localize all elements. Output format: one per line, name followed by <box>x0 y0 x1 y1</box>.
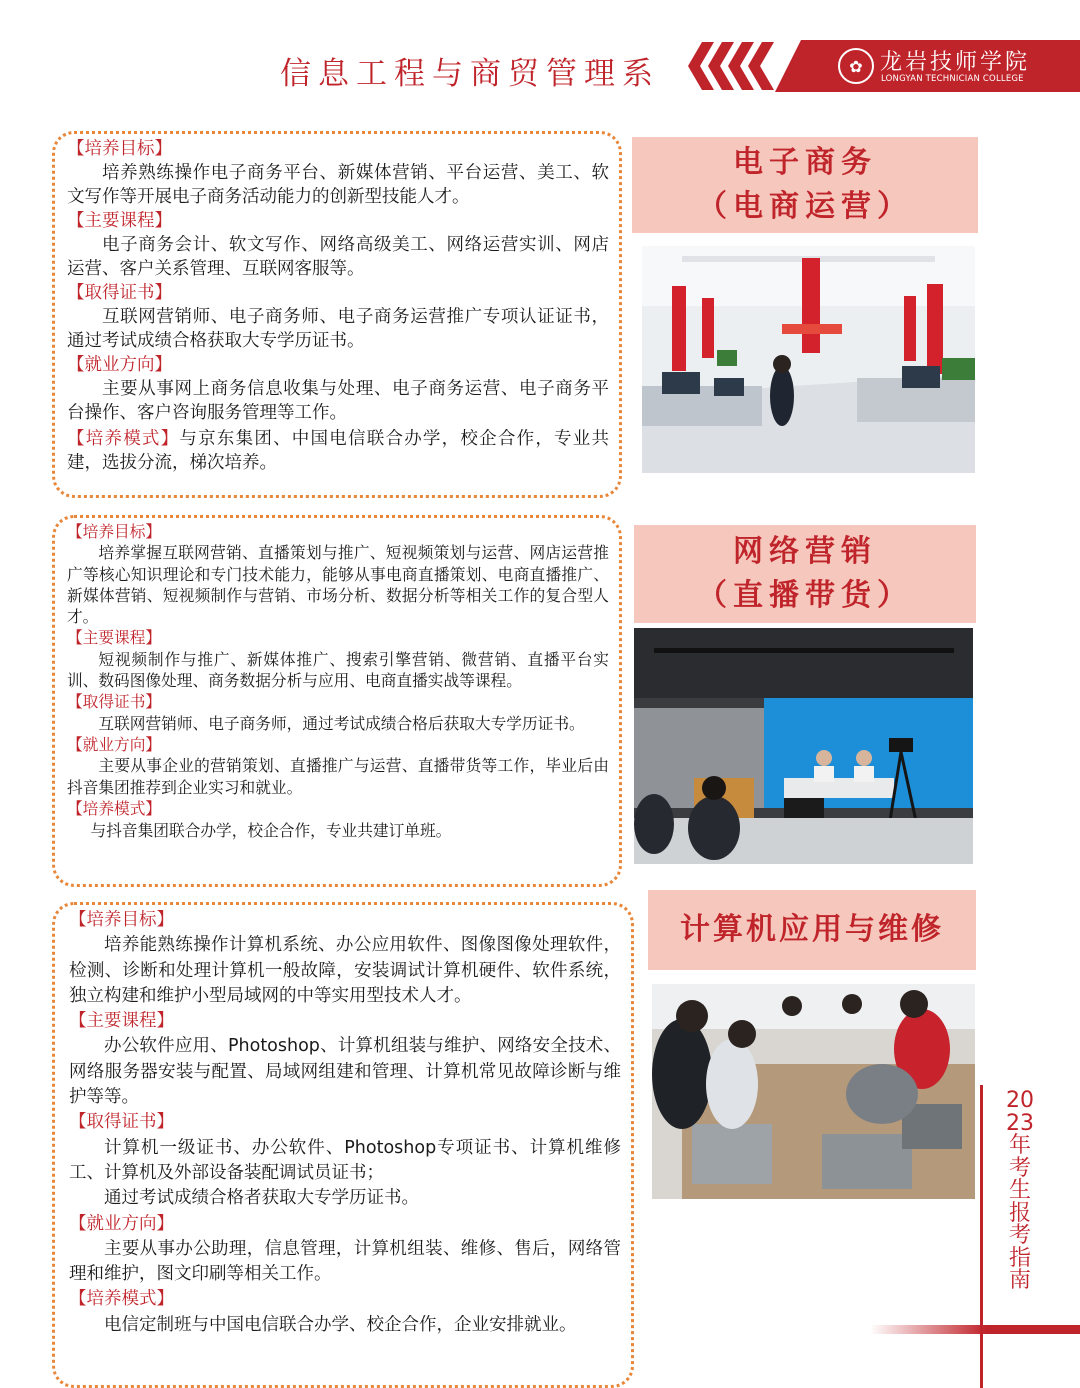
section-text: 培养能熟练操作计算机系统、办公应用软件、图像图像处理软件，检测、诊断和处理计算机一般故障，安装调试计算机硬件、软件系统，独立构建和维护小型局域网的中等实用型技术人才。 <box>69 935 621 1006</box>
section-title: 【培养目标】 <box>67 522 162 541</box>
major-info-box-computer <box>52 902 634 1388</box>
photo-livestream-studio <box>634 628 973 864</box>
college-name-cn: 龙岩技师学院 <box>880 50 1031 75</box>
section-text: 主要从事办公助理，信息管理，计算机组装、维修、售后，网络管理和维护，图文印刷等相关工作。 <box>69 1238 621 1285</box>
college-logo-icon: ✿ <box>838 48 874 84</box>
major-title-line: 网络营销 <box>733 534 877 569</box>
section-title: 【主要课程】 <box>69 1011 174 1032</box>
section-text: 电子商务会计、软文写作、网络高级美工、网络运营实训、网店运营、客户关系管理、互联网客服等。 <box>67 235 609 279</box>
major-title-line: 电子商务 <box>733 145 877 180</box>
side-decoration-line <box>986 1325 1080 1334</box>
section-title: 【培养目标】 <box>69 910 174 930</box>
department-title: 信息工程与商贸管理系 <box>280 56 660 92</box>
livestream-studio-image-icon <box>634 628 973 864</box>
section-title: 【取得证书】 <box>69 1112 174 1133</box>
section-title: 【就业方向】 <box>67 734 162 754</box>
major-title-subline: （电商运营） <box>697 189 913 224</box>
section-text: 办公软件应用、Photoshop、计算机组装与维护、网络安全技术、网络服务器安装与配置、局域网组建和管理、计算机常见故障诊断与维护等等。 <box>69 1036 621 1108</box>
section-title: 【取得证书】 <box>67 283 172 303</box>
photo-ecommerce-lab <box>642 246 975 473</box>
section-title: 【主要课程】 <box>67 628 162 648</box>
major-title-ecommerce <box>632 137 978 233</box>
section-title: 【培养模式】 <box>69 1289 174 1310</box>
section-text: 电信定制班与中国电信联合办学、校企合作，企业安排就业。 <box>104 1314 577 1335</box>
section-text: 互联网营销师、电子商务师、电子商务运营推广专项认证证书，通过考试成绩合格获取大专学历证书。 <box>67 307 609 351</box>
section-text: 通过考试成绩合格者获取大专学历证书。 <box>104 1188 419 1209</box>
major-title-computer <box>648 890 976 970</box>
section-text: 与抖音集团联合办学，校企合作，专业共建订单班。 <box>90 821 452 841</box>
side-decoration-fade <box>870 1325 986 1334</box>
photo-computer-repair <box>652 984 975 1199</box>
section-text: 短视频制作与推广、新媒体推广、搜索引擎营销、微营销、直播平台实训、数码图像处理、商务数据分析与应用、电商直播实战等课程。 <box>67 649 609 691</box>
section-title: 【主要课程】 <box>67 211 172 231</box>
side-decoration-strip <box>980 1085 983 1388</box>
section-text: 互联网营销师、电子商务师，通过考试成绩合格后获取大专学历证书。 <box>98 713 585 733</box>
major-title-subline: （直播带货） <box>697 578 913 613</box>
section-title: 【培养模式】 <box>67 798 162 818</box>
section-text: 计算机一级证书、办公软件、Photoshop专项证书、计算机维修工、计算机及外部设备装配调试员证书； <box>69 1137 621 1183</box>
page-header <box>0 0 1080 118</box>
section-text: 与京东集团、中国电信联合办学，校企合作，专业共建，选拔分流，梯次培养。 <box>67 429 610 473</box>
side-slogan: 2023年考生报考指南 <box>1006 1088 1034 1293</box>
section-title: 【取得证书】 <box>67 692 162 712</box>
major-info-box-ecommerce <box>52 131 622 498</box>
ecommerce-lab-image-icon <box>642 246 975 473</box>
section-title: 【培养模式】 <box>67 429 180 449</box>
major-info-box-marketing <box>52 515 622 887</box>
section-inline <box>67 427 609 475</box>
section-text: 培养掌握互联网营销、直播策划与推广、短视频策划与运营、网店运营推广等核心知识理论和专门技术能力，能够从事电商直播策划、电商直播推广、新媒体营销、短视频制作与营销、市场分析、数据分析等相关工作的复合型人才。 <box>67 543 609 627</box>
college-name-en: LONGYAN TECHNICIAN COLLEGE <box>881 74 1024 84</box>
section-text: 主要从事企业的营销策划、直播推广与运营、直播带货等工作，毕业后由抖音集团推荐到企业实习和就业。 <box>67 756 609 797</box>
section-text: 培养熟练操作电子商务平台、新媒体营销、平台运营、美工、软文写作等开展电子商务活动能力的创新型技能人才。 <box>67 163 609 207</box>
section-title: 【就业方向】 <box>69 1213 174 1234</box>
section-title: 【就业方向】 <box>67 355 172 375</box>
computer-repair-image-icon <box>652 984 975 1199</box>
major-title-line: 计算机应用与维修 <box>680 912 944 947</box>
major-title-marketing <box>634 525 976 623</box>
section-text: 主要从事网上商务信息收集与处理、电子商务运营、电子商务平台操作、客户咨询服务管理等工作。 <box>67 379 609 423</box>
section-title: 【培养目标】 <box>67 139 172 159</box>
